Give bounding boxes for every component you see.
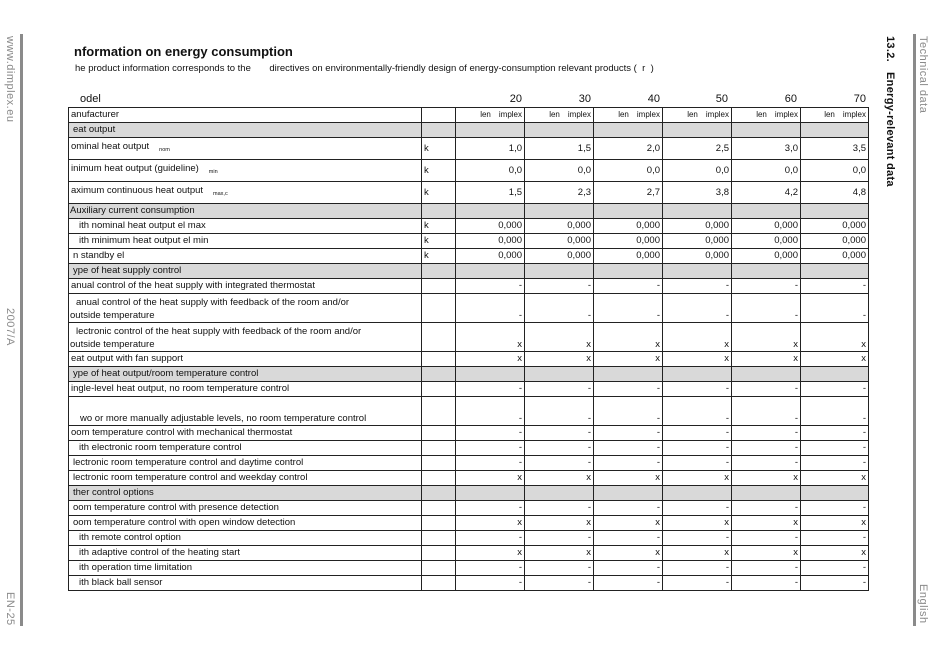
unit-cell (422, 501, 456, 516)
row-label: n standby el (69, 249, 422, 264)
empty-cell (663, 123, 732, 138)
unit-cell (422, 546, 456, 561)
empty-cell (663, 204, 732, 219)
table-row (69, 471, 869, 486)
value-cell: - (525, 501, 594, 516)
value-cell: x (732, 516, 801, 531)
model-70: 70 (853, 93, 866, 105)
unit-cell (422, 456, 456, 471)
value-cell: x (525, 323, 594, 352)
value-cell: 2,7 (594, 182, 663, 204)
value-cell: - (594, 279, 663, 294)
table-row (69, 456, 869, 471)
table-row (69, 561, 869, 576)
value-cell: 0,000 (525, 249, 594, 264)
table-row (69, 294, 869, 323)
value-cell: 0,000 (663, 234, 732, 249)
value-cell: 0,000 (456, 219, 525, 234)
value-cell: 0,000 (801, 234, 869, 249)
empty-cell (801, 123, 869, 138)
value-cell: - (663, 531, 732, 546)
unit-cell (422, 382, 456, 397)
energy-data-table (68, 107, 869, 591)
empty-cell (801, 486, 869, 501)
value-cell: x (525, 516, 594, 531)
value-cell: - (594, 441, 663, 456)
value-cell: 4,2 (732, 182, 801, 204)
value-cell: x (456, 546, 525, 561)
row-label: ingle-level heat output, no room temperature control (69, 382, 422, 397)
empty-cell (801, 367, 869, 382)
section-label: ther control options (69, 486, 422, 501)
value-cell: - (456, 426, 525, 441)
empty-cell (732, 123, 801, 138)
row-label: ith minimum heat output el min (69, 234, 422, 249)
value-cell: 0,000 (456, 249, 525, 264)
value-cell: - (525, 397, 594, 426)
table-row (69, 352, 869, 367)
value-cell: - (525, 561, 594, 576)
unit-cell (422, 367, 456, 382)
unit-cell: k (422, 234, 456, 249)
model-50: 50 (715, 93, 728, 105)
row-label: ith adaptive control of the heating start (69, 546, 422, 561)
section-label: eat output (69, 123, 422, 138)
value-cell: x (801, 352, 869, 367)
unit-cell (422, 531, 456, 546)
value-cell: x (801, 516, 869, 531)
table-row (69, 546, 869, 561)
row-label: oom temperature control with open window detection (69, 516, 422, 531)
table-row (69, 160, 869, 182)
unit-cell (422, 397, 456, 426)
value-cell: x (456, 471, 525, 486)
value-cell: - (732, 382, 801, 397)
value-cell: x (801, 546, 869, 561)
value-cell: - (594, 397, 663, 426)
subscript: nom (159, 147, 170, 153)
subscript: max,c (213, 191, 228, 197)
empty-cell (594, 264, 663, 279)
section-label: ype of heat supply control (69, 264, 422, 279)
value-cell: - (525, 441, 594, 456)
value-cell: - (456, 294, 525, 323)
value-cell: - (663, 561, 732, 576)
page-title: nformation on energy consumption (74, 44, 293, 59)
manufacturer-cell: len implex (594, 108, 663, 123)
page-number: EN-25 (4, 592, 16, 626)
empty-cell (525, 264, 594, 279)
table-row (69, 441, 869, 456)
page-subtitle: he product information corresponds to the directives on environmentally-friendly design of energy-consumption relevant products ( r ) (75, 63, 654, 74)
empty-cell (456, 486, 525, 501)
empty-cell (663, 486, 732, 501)
empty-cell (594, 367, 663, 382)
unit-cell (422, 323, 456, 352)
row-label: eat output with fan support (69, 352, 422, 367)
value-cell: - (801, 382, 869, 397)
value-cell: - (801, 576, 869, 591)
value-cell: x (594, 471, 663, 486)
website-label: www.dimplex.eu (4, 36, 16, 123)
unit-cell (422, 279, 456, 294)
value-cell: x (525, 352, 594, 367)
unit-cell: k (422, 249, 456, 264)
chapter-label: Technical data (917, 36, 929, 114)
row-label: oom temperature control with mechanical thermostat (69, 426, 422, 441)
model-40: 40 (647, 93, 660, 105)
table-row (69, 182, 869, 204)
value-cell: - (801, 501, 869, 516)
empty-cell (732, 367, 801, 382)
value-cell: x (663, 516, 732, 531)
row-label: lectronic room temperature control and daytime control (69, 456, 422, 471)
value-cell: 0,0 (456, 160, 525, 182)
table-row (69, 219, 869, 234)
value-cell: - (594, 576, 663, 591)
manufacturer-label: anufacturer (69, 108, 422, 123)
value-cell: x (663, 323, 732, 352)
value-cell: - (456, 561, 525, 576)
value-cell: 2,0 (594, 138, 663, 160)
value-cell: - (525, 279, 594, 294)
empty-cell (456, 123, 525, 138)
value-cell: - (801, 279, 869, 294)
value-cell: 0,000 (594, 249, 663, 264)
section-header-row (69, 123, 869, 138)
empty-cell (663, 264, 732, 279)
value-cell: 0,000 (732, 234, 801, 249)
table-row (69, 501, 869, 516)
value-cell: x (732, 352, 801, 367)
empty-cell (732, 204, 801, 219)
unit-cell (422, 123, 456, 138)
value-cell: - (732, 456, 801, 471)
manufacturer-row (69, 108, 869, 123)
value-cell: - (525, 576, 594, 591)
section-header-row (69, 486, 869, 501)
unit-cell (422, 426, 456, 441)
value-cell: - (456, 279, 525, 294)
empty-cell (456, 367, 525, 382)
value-cell: - (663, 294, 732, 323)
subscript: min (208, 169, 218, 175)
model-label: odel (80, 93, 101, 105)
value-cell: - (456, 397, 525, 426)
value-cell: - (594, 531, 663, 546)
value-cell: - (801, 531, 869, 546)
value-cell: x (456, 352, 525, 367)
value-cell: - (732, 501, 801, 516)
row-label: wo or more manually adjustable levels, no room temperature control (69, 397, 422, 426)
value-cell: - (525, 426, 594, 441)
empty-cell (456, 264, 525, 279)
value-cell: - (594, 561, 663, 576)
table-row (69, 138, 869, 160)
row-label: ith electronic room temperature control (69, 441, 422, 456)
empty-cell (594, 204, 663, 219)
value-cell: 0,0 (663, 160, 732, 182)
edition-label: 2007/A (4, 308, 16, 346)
value-cell: - (456, 456, 525, 471)
row-label: lectronic control of the heat supply with feedback of the room and/or outside temperature (69, 323, 422, 352)
value-cell: 3,0 (732, 138, 801, 160)
row-label: ith nominal heat output el max (69, 219, 422, 234)
value-cell: 0,000 (663, 219, 732, 234)
table-row (69, 576, 869, 591)
value-cell: 0,0 (732, 160, 801, 182)
unit-cell (422, 441, 456, 456)
value-cell: 2,5 (663, 138, 732, 160)
value-cell: x (663, 352, 732, 367)
value-cell: - (732, 441, 801, 456)
value-cell: - (456, 441, 525, 456)
value-cell: - (663, 382, 732, 397)
value-cell: 0,000 (525, 219, 594, 234)
empty-cell (525, 204, 594, 219)
empty-cell (594, 486, 663, 501)
value-cell: x (801, 323, 869, 352)
unit-cell (422, 264, 456, 279)
table-row (69, 397, 869, 426)
value-cell: 2,3 (525, 182, 594, 204)
table-row (69, 234, 869, 249)
value-cell: x (732, 323, 801, 352)
value-cell: - (456, 531, 525, 546)
empty-cell (525, 367, 594, 382)
value-cell: x (594, 352, 663, 367)
unit-cell (422, 204, 456, 219)
table-row (69, 279, 869, 294)
value-cell: - (732, 426, 801, 441)
value-cell: 0,000 (801, 219, 869, 234)
row-label: ith remote control option (69, 531, 422, 546)
unit-cell (422, 294, 456, 323)
value-cell: x (732, 546, 801, 561)
row-label: lectronic room temperature control and weekday control (69, 471, 422, 486)
value-cell: x (525, 546, 594, 561)
unit-cell (422, 352, 456, 367)
model-30: 30 (578, 93, 591, 105)
value-cell: - (525, 382, 594, 397)
value-cell: 3,5 (801, 138, 869, 160)
value-cell: - (801, 456, 869, 471)
value-cell: - (456, 501, 525, 516)
value-cell: - (525, 456, 594, 471)
value-cell: - (525, 531, 594, 546)
table-row (69, 531, 869, 546)
unit-cell (422, 576, 456, 591)
value-cell: 4,8 (801, 182, 869, 204)
value-cell: 0,000 (594, 234, 663, 249)
value-cell: x (525, 471, 594, 486)
value-cell: - (456, 382, 525, 397)
value-cell: 0,000 (663, 249, 732, 264)
value-cell: x (594, 516, 663, 531)
section-label: ype of heat output/room temperature control (69, 367, 422, 382)
value-cell: x (456, 323, 525, 352)
section-header-row (69, 264, 869, 279)
language-label: English (917, 584, 929, 624)
empty-cell (801, 264, 869, 279)
model-60: 60 (784, 93, 797, 105)
value-cell: x (663, 546, 732, 561)
manufacturer-cell: len implex (525, 108, 594, 123)
value-cell: - (594, 426, 663, 441)
unit-cell (422, 516, 456, 531)
empty-cell (732, 264, 801, 279)
manufacturer-cell: len implex (732, 108, 801, 123)
row-label: oom temperature control with presence detection (69, 501, 422, 516)
unit-cell (422, 108, 456, 123)
section-header-row (69, 204, 869, 219)
value-cell: - (732, 561, 801, 576)
value-cell: 0,000 (594, 219, 663, 234)
value-cell: x (801, 471, 869, 486)
value-cell: x (732, 471, 801, 486)
value-cell: 0,000 (732, 249, 801, 264)
value-cell: - (732, 576, 801, 591)
value-cell: - (801, 294, 869, 323)
table-row (69, 323, 869, 352)
value-cell: x (594, 323, 663, 352)
unit-cell (422, 486, 456, 501)
table-row (69, 382, 869, 397)
value-cell: - (732, 294, 801, 323)
empty-cell (594, 123, 663, 138)
row-label: inimum heat output (guideline) $_{min}$ (69, 160, 422, 182)
unit-cell: k (422, 219, 456, 234)
table-row (69, 516, 869, 531)
value-cell: 0,0 (594, 160, 663, 182)
manufacturer-cell: len implex (456, 108, 525, 123)
value-cell: - (663, 576, 732, 591)
value-cell: - (801, 561, 869, 576)
left-margin-rule (20, 34, 23, 626)
value-cell: 1,5 (456, 182, 525, 204)
row-label: anual control of the heat supply with feedback of the room and/or outside temperature (69, 294, 422, 323)
right-margin-rule (913, 34, 916, 626)
value-cell: 1,0 (456, 138, 525, 160)
value-cell: - (663, 426, 732, 441)
value-cell: 0,000 (801, 249, 869, 264)
row-label: ith black ball sensor (69, 576, 422, 591)
unit-cell (422, 561, 456, 576)
empty-cell (801, 204, 869, 219)
model-20: 20 (509, 93, 522, 105)
value-cell: - (732, 397, 801, 426)
value-cell: x (456, 516, 525, 531)
table-row (69, 426, 869, 441)
value-cell: - (594, 456, 663, 471)
value-cell: 1,5 (525, 138, 594, 160)
value-cell: 0,0 (525, 160, 594, 182)
value-cell: - (801, 397, 869, 426)
section-header-row (69, 367, 869, 382)
value-cell: - (663, 441, 732, 456)
section-heading: 13.2. Energy-relevant data (884, 36, 896, 187)
value-cell: - (732, 531, 801, 546)
unit-cell: k (422, 138, 456, 160)
value-cell: - (594, 501, 663, 516)
value-cell: 0,000 (732, 219, 801, 234)
section-label: Auxiliary current consumption (69, 204, 422, 219)
unit-cell: k (422, 160, 456, 182)
value-cell: - (663, 279, 732, 294)
empty-cell (525, 486, 594, 501)
unit-cell (422, 471, 456, 486)
row-label: anual control of the heat supply with integrated thermostat (69, 279, 422, 294)
value-cell: - (663, 397, 732, 426)
value-cell: - (663, 501, 732, 516)
value-cell: - (525, 294, 594, 323)
value-cell: - (663, 456, 732, 471)
model-header-row (68, 93, 868, 107)
manufacturer-cell: len implex (801, 108, 869, 123)
empty-cell (732, 486, 801, 501)
row-label: ominal heat output $_{nom}$ (69, 138, 422, 160)
value-cell: - (594, 382, 663, 397)
value-cell: 0,000 (456, 234, 525, 249)
value-cell: 0,0 (801, 160, 869, 182)
value-cell: - (732, 279, 801, 294)
table-row (69, 249, 869, 264)
empty-cell (456, 204, 525, 219)
unit-cell: k (422, 182, 456, 204)
value-cell: 3,8 (663, 182, 732, 204)
value-cell: 0,000 (525, 234, 594, 249)
value-cell: - (801, 426, 869, 441)
row-label: aximum continuous heat output $_{max,c}$ (69, 182, 422, 204)
value-cell: - (456, 576, 525, 591)
value-cell: - (594, 294, 663, 323)
row-label: ith operation time limitation (69, 561, 422, 576)
value-cell: x (663, 471, 732, 486)
manufacturer-cell: len implex (663, 108, 732, 123)
empty-cell (663, 367, 732, 382)
value-cell: - (801, 441, 869, 456)
empty-cell (525, 123, 594, 138)
value-cell: x (594, 546, 663, 561)
